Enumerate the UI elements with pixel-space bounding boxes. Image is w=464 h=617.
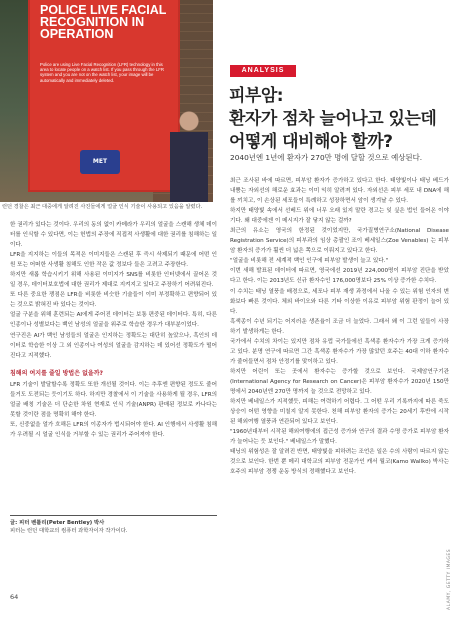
section-tag: ANALYSIS [230,65,296,77]
article-title [229,85,459,154]
title-line: 피부암: [229,86,284,106]
paragraph: "1960년대부터 시작된 해외여행에의 접근성 증가와 연구의 결과 수명 증가로 피부암 환자가 늘어나는 듯 보인다." 베네일스가 말했다. [230,429,449,446]
paragraph: 최근 조사된 바에 따르면, 피부암 환자가 증가하고 있다고 한다. 태양빛이나 태닝 베드가 내뿜는 자외선의 해로운 효과는 이미 익히 알려져 있다. 자외선은 피부 세포 내 DNA에 해를 끼치고, 이 손상된 세포들이 특례하고 성장하면서 암이 생겨날 수 있다. [230,178,449,205]
paragraph: 하지만 어린이 또는 곳에서 환자수는 증가할 것으로 보인다. 국제암연구기관(International Agency for Research on Cancer)은 피부암 환자수가 2020년 150만 명에서 2040년엔 270만 명까지 늘 것으로 전망하고 있다. [230,368,449,395]
paragraph: 국가에서 수치의 차이는 있지만 점차 유럽 국가들에선 흑색종 환자수가 가장 크게 증가하고 있다. 분명 연구에 따르면 그간 흑색종 환자수가 가장 많았던 호주는 40대 이하 환자수가 줄어들면서 점차 안정기를 맞이하고 있다. [230,338,449,365]
author-bio: 피터는 런던 대학교의 컴퓨터 과학자이자 작가이다. [10,528,128,534]
paragraph: 하지만 베네일스가 지적했듯, 피해는 여력하기 어렵다. 그 어떤 우리 기록까지에 따른 죽도 상승이 어떤 영향을 미칠지 알지 못한다. 천해 피부암 환자의 증가는 20세기 후반에 시작된 해외여행 열풍과 연관되어 있다고 보인다. [230,399,449,426]
article-photo [0,0,213,202]
paragraph: 또 다른 중요한 쟁점은 LFR을 비롯한 비슷한 기술들이 이미 부정확하고 편향되어 있는 것으로 밝혀진 바 있다는 것이다. [10,292,217,309]
police-sign [30,0,178,190]
author-name: 글: 피터 벤틀리(Peter Bentley) 박사 [10,520,105,526]
title-line: 어떻게 대비해야 할까? [229,132,393,152]
paragraph: "얼굴을 비롯해 전 세계적 백인 인구에 피부암 발생이 늘고 있다." [230,258,389,265]
paragraph: 최근의 유소는 영국의 한정된 것이었지만, 국가질병연구소(National Disease Registration Service)의 피부과의 임상 총괄인 조이 베세일스(Zoe Venables) 는 피부암 환자의 증가가 훨씬 더 넓은 쪽으로 이뤄지고 있다고 한다. [230,228,449,255]
sign-body: Police are using Live Facial Recognition (LFR) technology in this area to locate people on a watch list. If you pass through the LFR system and you are not on the watch list, your image will be automatically and immediately deleted. [40,62,164,83]
author-box [10,519,217,535]
subheading: 침해의 여지를 줄일 방법은 없을까? [10,369,103,377]
right-column [230,176,449,477]
paragraph: 하지만 새롭 학습시키기 위해 사용된 이미지가 SNS를 비롯한 인터넷에서 끌어온 것일 경우, 데이터보호법에 대한 권리가 제대로 지켜지고 있다고 주장하기 어려워진다. [10,272,217,289]
paragraph: 흑색종이 수년 되기는 어지러운 생존율이 조금 더 늘었다. 그래서 왜 이 그런 일들이 사장하기 발생하게는 한다. [230,318,449,335]
paragraph: LFR 기술이 발달할수록 정확도 또한 개선될 것이다. 이는 추후엔 편향된 정도도 줄어들거도 도전되는 듯이기도 하다. 하지만 경찰에서 이 기술을 사용하게 될 경우, LFR의 얼굴 배칭 기술은 더 단순한 차원 현재로 인식 기술(ANPR) 판매된 정보로 카나다는 못할 것이란 점을 명확히 해야 한다. [10,381,217,418]
paragraph: LFR을 지지하는 이들의 목적은 이미지들은 스캔된 후 즉시 삭제되기 때문에 어떤 인원 또는 어떠한 사생활 침해도 인한 작은 값 정보다 들은 고려고 주장한다. [10,252,217,269]
paragraph: 한 권리가 있다는 것이다. 우리의 동의 없이 카메라가 우리의 얼굴을 스캔해 생체 데이터를 인식할 수 있다면, 이는 헌법의 주장에 직접적 사생활에 대한 권리를 침해하는 일이다. [10,222,217,249]
police-logo: MET [80,150,120,174]
author-divider [10,515,217,516]
photo-caption: 런던 경찰은 최근 대중에게 알려진 사진들에게 얼굴 인식 기술이 사용되고 있음을 알렸다. [2,204,203,210]
sign-headline: POLICE LIVE FACIAL RECOGNITION IN OPERATION [40,3,167,41]
article-deck: 2040년엔 1년에 환자가 270만 명에 달할 것으로 예상된다. [230,153,423,162]
page-number: 64 [10,593,19,601]
paragraph: 태닝의 위험성은 잘 알려진 반면, 태양빛을 피하려는 조언은 일은 수의 사람이 따르지 않는 것으로 보인다. 한번 뿐 메리 대학교의 피부암 전문가인 캐서 월코(Kamo Wallko) 박사는 호주의 피부암 경쟁 운동 방식의 정해했다고 보인다. [230,449,449,476]
photo-credit: ALAMY, GETTY IMAGES [447,548,452,610]
paragraph: 또, 신중없을 얼가 흐해든 LFR의 이종자가 법시되어야 한다. AI 인행에서 사생활 침해가 우려될 시 얼굴 인식을 거부할 수 있는 권리가 주어져야 한다. [10,421,217,438]
left-column [10,220,217,440]
paragraph: 얼굴 구분을 위해 훈련되는 AI에게 주어진 데이터는 보통 편중된 데이터다. 특히, 다른 인종이나 성별보다는 백인 남성의 얼굴을 위주로 학습한 경우가 대부분이었다. [10,312,217,329]
paragraph: 연구진은 AI가 백인 남성들의 얼굴은 인지하는 정확도는 대단히 높았으나, 흑인의 데이터로 학습한 이상 그 외 인종이나 여성의 얼굴을 감지하는 데 있어선 정확도가 떨어진다고 지적했다. [10,332,217,359]
paragraph: 하지만 태양빛 속에서 선베드 위에 너무 오래 있지 말란 경고는 잊 싶은 법인 들어온 이야기다. 왜 대중에겐 이 메시지가 잘 닿지 않는 걸까? [230,208,449,225]
title-line: 환자가 점차 늘어나고 있는데 [229,109,437,129]
paragraph: 이번 새해 발표된 데이터에 따르면, 영국에선 2019년 224,000명이 피부암 진단을 받았다고 한다. 이는 2013년도 신규 환자수인 176,000명보다 25% 이상 증가한 수치다. [230,268,449,285]
paragraph: 이 수치는 태닝 열풍을 배경으로, 세포나 피부 재생 과정에서 나올 수 있는 위험 인자의 변화보다 빠른 것이다. 체외 바이오와 다른 기타 이상한 이유로 피부암 위험 판정이 늘어 있다. [230,288,449,315]
photo-person [170,110,208,202]
